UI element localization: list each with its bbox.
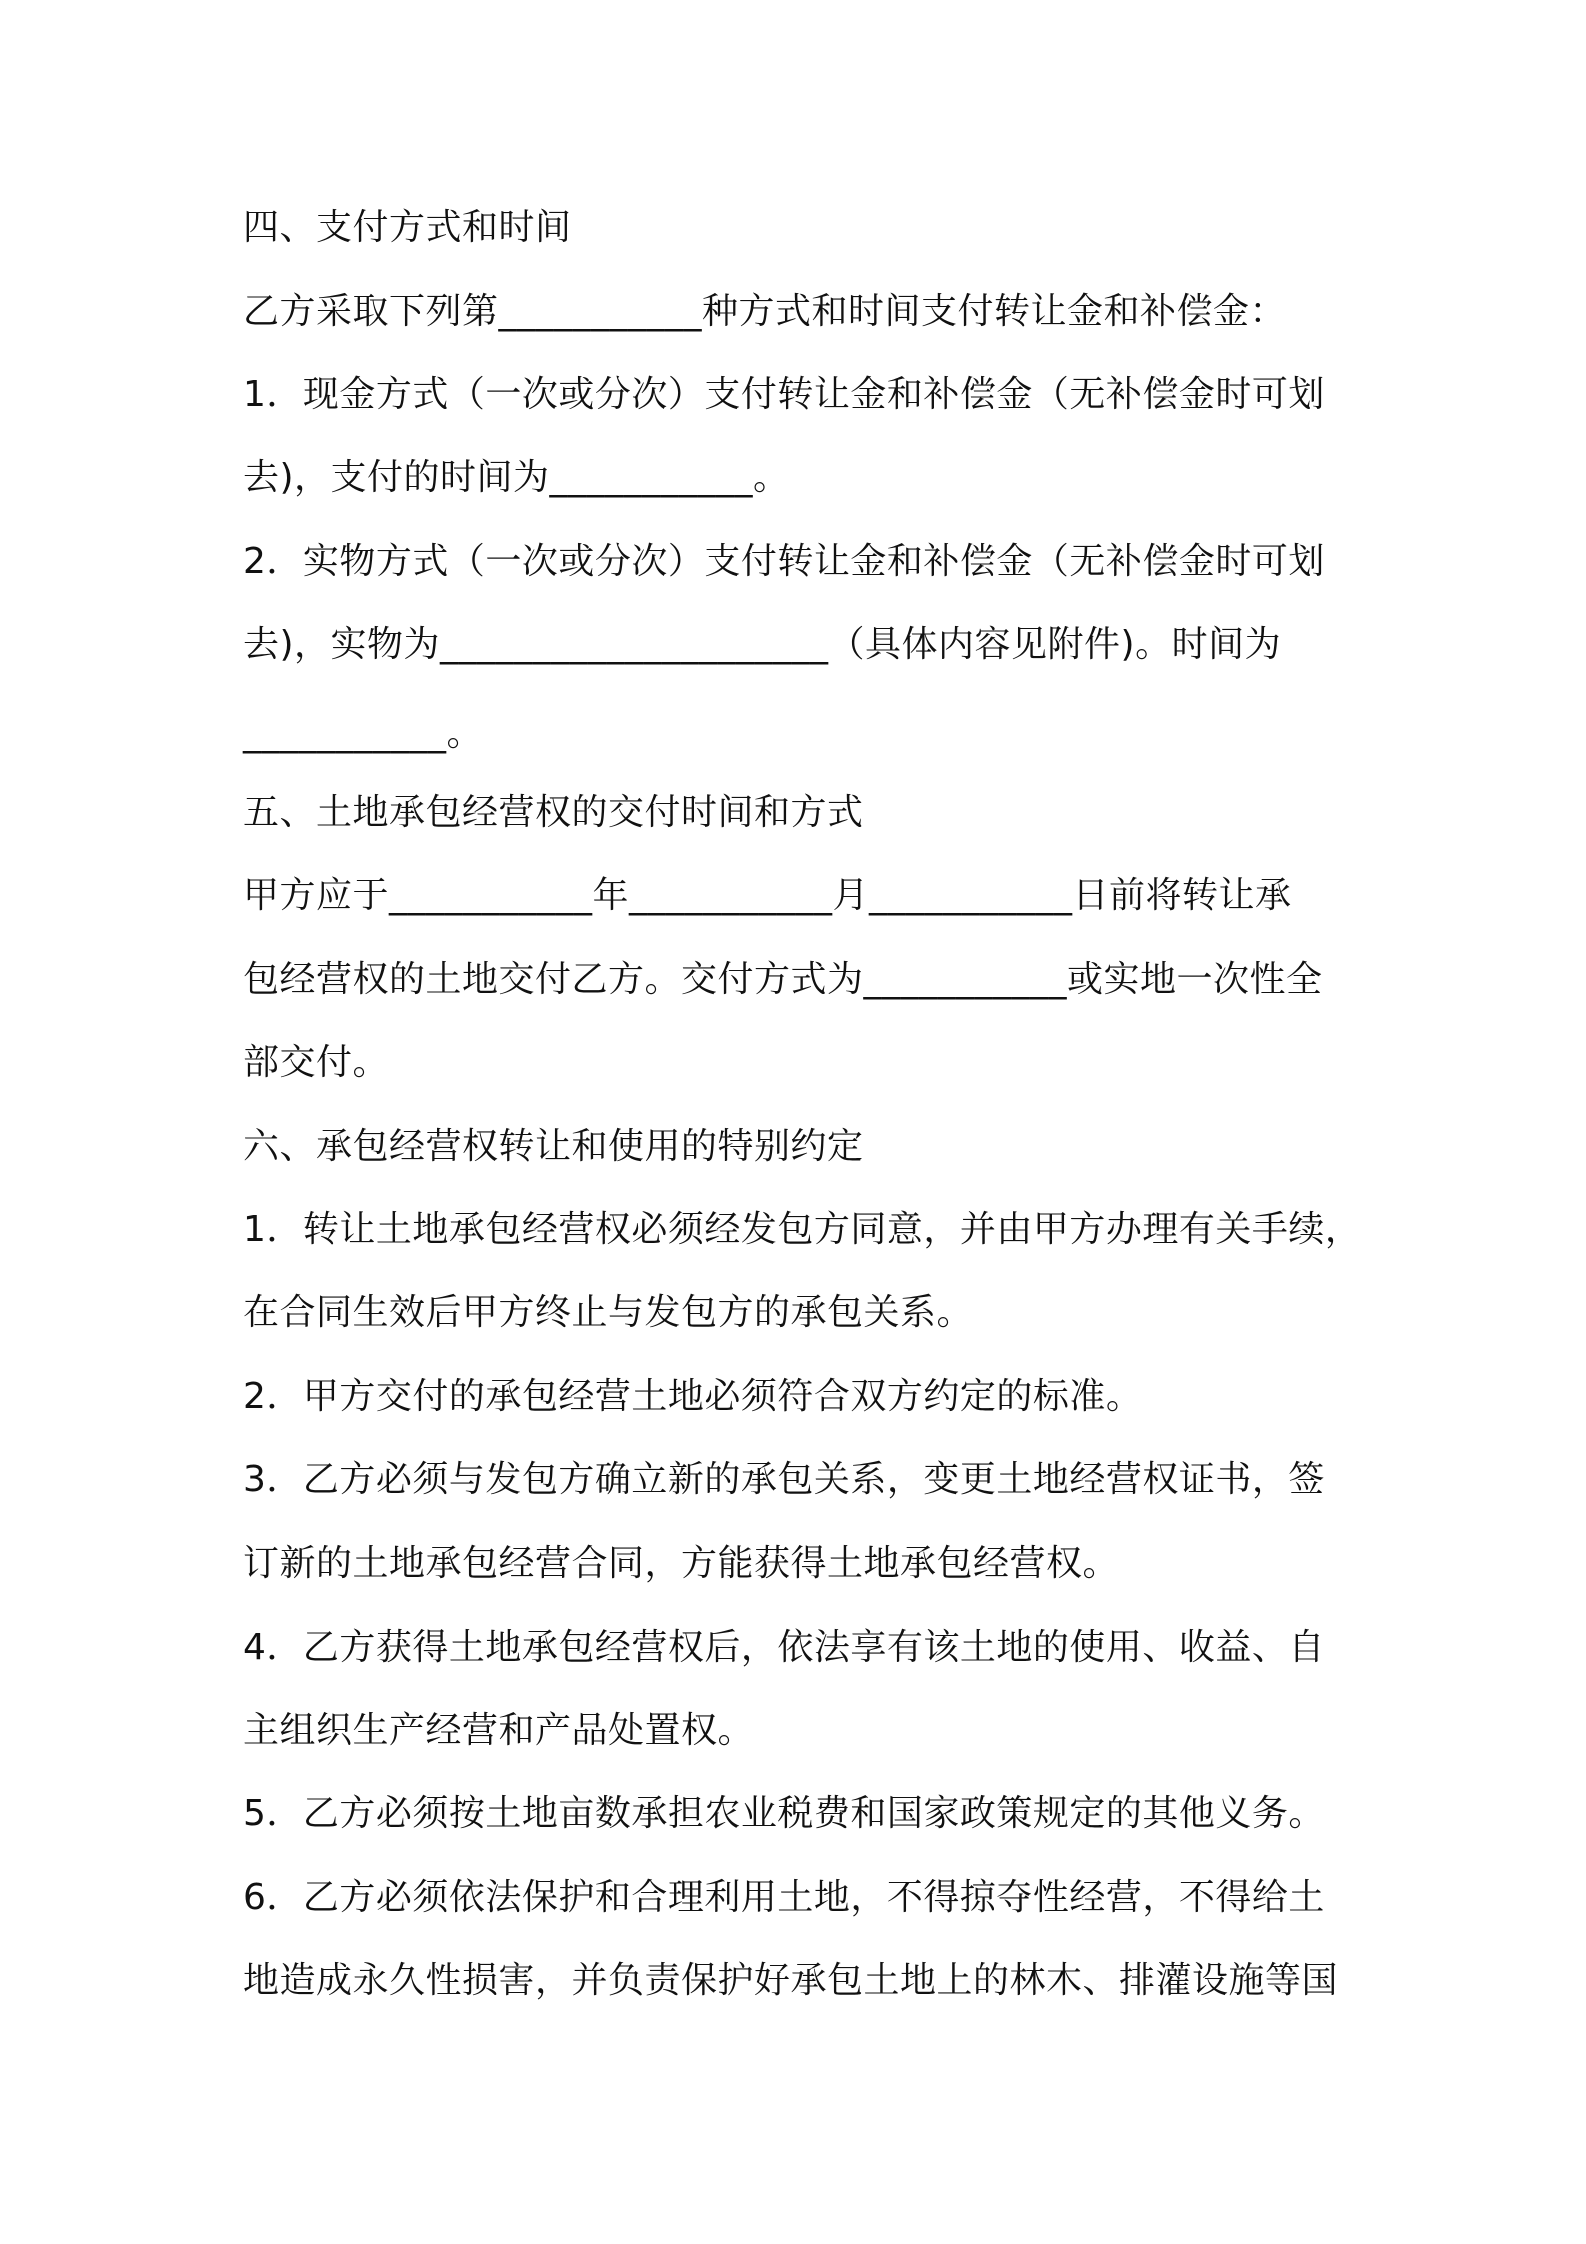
text-line: 2．甲方交付的承包经营土地必须符合双方约定的标准。 (243, 1376, 1143, 1417)
text-line: 订新的土地承包经营合同，方能获得土地承包经营权。 (243, 1543, 1120, 1584)
text-line: 包经营权的土地交付乙方。交付方式为___________或实地一次性全 (243, 959, 1323, 1000)
section-heading-special-terms: 六、承包经营权转让和使用的特别约定 (243, 1126, 864, 1167)
text-line: 在合同生效后甲方终止与发包方的承包关系。 (243, 1292, 974, 1333)
text-line: 1．现金方式（一次或分次）支付转让金和补偿金（无补偿金时可划 (243, 374, 1325, 415)
text-line: 去)，实物为_____________________（具体内容见附件)。时间为 (243, 624, 1282, 665)
text-line: 1．转让土地承包经营权必须经发包方同意，并由甲方办理有关手续， (243, 1209, 1362, 1250)
text-line: 甲方应于___________年___________月___________日前将转让承 (243, 875, 1292, 916)
text-line: 乙方采取下列第___________种方式和时间支付转让金和补偿金： (243, 291, 1287, 332)
text-line: 3．乙方必须与发包方确立新的承包关系，变更土地经营权证书，签 (243, 1459, 1325, 1500)
section-heading-payment: 四、支付方式和时间 (243, 207, 572, 248)
text-line: 2．实物方式（一次或分次）支付转让金和补偿金（无补偿金时可划 (243, 541, 1325, 582)
text-line: 地造成永久性损害，并负责保护好承包土地上的林木、排灌设施等国 (243, 1960, 1339, 2001)
text-line: 部交付。 (243, 1042, 390, 1083)
text-line: 主组织生产经营和产品处置权。 (243, 1710, 755, 1751)
section-heading-delivery: 五、土地承包经营权的交付时间和方式 (243, 792, 864, 833)
text-line: 6．乙方必须依法保护和合理利用土地，不得掠夺性经营，不得给土 (243, 1877, 1325, 1918)
text-line: 5．乙方必须按土地亩数承担农业税费和国家政策规定的其他义务。 (243, 1793, 1325, 1834)
text-line: ___________。 (243, 713, 484, 754)
text-line: 去)，支付的时间为___________。 (243, 457, 790, 498)
text-line: 4．乙方获得土地承包经营权后，依法享有该土地的使用、收益、自 (243, 1627, 1325, 1668)
